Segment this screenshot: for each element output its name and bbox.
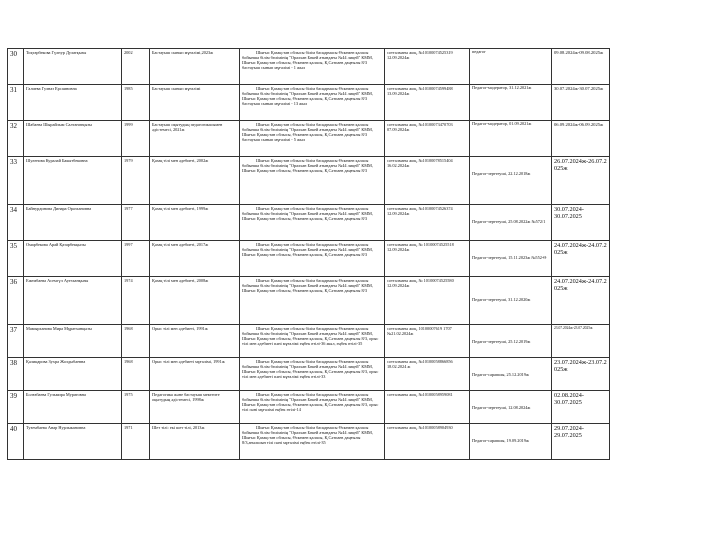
table-row [8, 85, 610, 121]
qualification-text: Педагог-зерттеуші, 22.12.2018ж [472, 171, 531, 176]
criminal-record-cell: сотталмағы жоқ, №10100058959081 [385, 391, 470, 424]
qualification-cell [470, 358, 552, 391]
staff-table [7, 48, 610, 460]
workplace-cell: Шығыс Қазақстан облысы білім басқармасы Өскемен қаласы бойынша білім бөлімінің "Оралхан Бөкей атындағы №44 лицей" КММ, Шығыс Қазақстан облысы, Өскемен қаласы, Қ.Сәтпаев даңғылы 8/3, орыс тілі мен әдебиеті пәні мұғалімі еңбек өтілі-33 [240, 358, 385, 391]
validity-period-cell: 24.07.2024ж-24.07.2025ж [552, 277, 610, 325]
qualification-text: Педагог-сарапшы, 19.09.2019ж [472, 438, 529, 443]
teacher-name-cell: Омарбекова Арай Қазарбекқызы [24, 241, 122, 277]
validity-period-cell: 30.07.2024ж-30.07.2025ж [552, 85, 610, 121]
qualification-text: Педагог-зерттеуші, 15.11.2023ж №552-Ө [472, 255, 547, 260]
criminal-record-cell: сотталмағы жоқ, №10100074525319 12.09.2024ж [385, 49, 470, 85]
teacher-name-cell: Шабаева Шырайлым Салтанатқызы [24, 121, 122, 157]
validity-period-cell: 29.07.2024-29.07.2025 [552, 424, 610, 460]
teacher-name-cell: Ежембаева Асемгүл Ауезханқызы [24, 277, 122, 325]
teacher-name-cell: Мамырханова Мира Мұратханқызы [24, 325, 122, 358]
birth-year-cell: 1985 [122, 85, 150, 121]
workplace-cell: Шығыс Қазақстан облысы білім басқармасы Өскемен қаласы бойынша білім бөлімінің "Оралхан Бөкей атындағы №44 лицей" КММ, Шығыс Қазақстан облысы, Өскемен қаласы, Қ.Сәтпаев даңғылы 8/3 [240, 157, 385, 205]
qualification-cell [470, 85, 552, 121]
table-row [8, 391, 610, 424]
row-number-cell: 33 [8, 157, 24, 205]
row-number-cell: 35 [8, 241, 24, 277]
education-cell: Бастауыш сынып мұғалімі [150, 85, 240, 121]
education-cell: Қазақ тілі мен әдебиеті, 1999ж [150, 205, 240, 241]
workplace-cell: Шығыс Қазақстан облысы білім басқармасы Өскемен қаласы бойынша білім бөлімінің "Оралхан Бөкей атындағы №44 лицей" КММ, Шығыс Қазақстан облысы, Өскемен қаласы, Қ.Сәтпаев даңғылы 8/3 [240, 241, 385, 277]
validity-period-cell: 02.08.2024-30.07.2025 [552, 391, 610, 424]
teacher-name-cell: Байнурдинова Динара Оразхановна [24, 205, 122, 241]
validity-period-cell: 06.09.2024ж-06.09.2025ж [552, 121, 610, 157]
qualification-cell [470, 241, 552, 277]
birth-year-cell: 1975 [122, 391, 150, 424]
validity-period-cell: 24.07.2024ж-24.07.2025ж [552, 241, 610, 277]
table-row [8, 358, 610, 391]
workplace-cell: Шығыс Қазақстан облысы білім басқармасы Өскемен қаласы бойынша білім бөлімінің "Оралхан Бөкей атындағы №44 лицей" КММ, Шығыс Қазақстан облысы, Өскемен қаласы, Қ.Сәтпаев даңғылы 8/3,ағылшын тілі пәні мұғалімі еңбек өтілі-35 [240, 424, 385, 460]
row-number-cell: 34 [8, 205, 24, 241]
criminal-record-cell: сотталмағы жоқ, №10100074599488 13.09.2024ж [385, 85, 470, 121]
table-row [8, 121, 610, 157]
qualification-text: Педагог-зерттеуші, 25.08.2022ж №572/1 [472, 219, 546, 224]
qualification-cell [470, 325, 552, 358]
criminal-record-cell: сотталмағы жоқ, №10100073470703 07.09.2024ж [385, 121, 470, 157]
row-number-cell: 37 [8, 325, 24, 358]
table-row [8, 241, 610, 277]
qualification-text: Педагог-сарапшы, 25.12.2019ж [472, 372, 529, 377]
teacher-name-cell: Болғабаева Гульмира Муратовна [24, 391, 122, 424]
criminal-record-cell: сотталмағы жоқ, 10100007619 1707 №21.02.2024ж [385, 325, 470, 358]
qualification-text: педагог [472, 49, 486, 54]
teacher-name-cell: Шуленова Куралай Бакытбековна [24, 157, 122, 205]
birth-year-cell: 1968 [122, 325, 150, 358]
row-number-cell: 31 [8, 85, 24, 121]
education-cell: Бастауыш оқытудың педагогикасымен әдістемесі, 2021ж [150, 121, 240, 157]
qualification-text: Педагог-модератор, 01.09.2021ж [472, 121, 532, 126]
qualification-cell [470, 157, 552, 205]
workplace-cell: Шығыс Қазақстан облысы білім басқармасы Өскемен қаласы бойынша білім бөлімінің "Оралхан Бөкей атындағы №44 лицей" КММ, Шығыс Қазақстан облысы, Өскемен қаласы, Қ.Сәтпаев даңғылы 8/3 бастауыш сынып мұғалімі - 1 жыл [240, 49, 385, 85]
qualification-cell [470, 205, 552, 241]
row-number-cell: 36 [8, 277, 24, 325]
qualification-text: Педагог-зерттеуші, 31.12.2020ж [472, 297, 531, 302]
education-cell: Орыс тілі мен әдебиеті мұғалімі, 1991ж [150, 358, 240, 391]
birth-year-cell: 2002 [122, 49, 150, 85]
row-number-cell: 39 [8, 391, 24, 424]
education-cell: Қазақ тілі мен әдебиеті, 2002ж [150, 157, 240, 205]
qualification-text: Педагог-модератор, 31.12.2021ж [472, 85, 532, 90]
birth-year-cell: 1968 [122, 358, 150, 391]
table-row [8, 325, 610, 358]
row-number-cell: 30 [8, 49, 24, 85]
table-row [8, 157, 610, 205]
teacher-name-cell: Тузембаева Анар Нурлыкановна [24, 424, 122, 460]
row-number-cell: 38 [8, 358, 24, 391]
row-number-cell: 32 [8, 121, 24, 157]
validity-period-cell: 09.08.2024ж-09.08.2025ж [552, 49, 610, 85]
row-number-cell: 40 [8, 424, 24, 460]
education-cell: Қазақ тілі мен әдебиеті, 2008ж [150, 277, 240, 325]
education-cell: Бастауыш сынып мұғалімі,2023ж [150, 49, 240, 85]
workplace-cell: Шығыс Қазақстан облысы білім басқармасы Өскемен қаласы бойынша білім бөлімінің "Оралхан Бөкей атындағы №44 лицей" КММ, Шығыс Қазақстан облысы, Өскемен қаласы, Қ.Сәтпаев даңғылы 8/3 бастауыш сынып мұғалімі - 13 жыл [240, 85, 385, 121]
table-row [8, 277, 610, 325]
table-row [8, 424, 610, 460]
criminal-record-cell: сотталмағы жоқ, № 10100074525580 12.09.2024ж [385, 277, 470, 325]
criminal-record-cell: сотталмағы жоқ, №10100074526374 12.09.2024ж [385, 205, 470, 241]
validity-period-cell: 26.07.2024ж-26.07.2025ж [552, 157, 610, 205]
workplace-cell: Шығыс Қазақстан облысы білім басқармасы Өскемен қаласы бойынша білім бөлімінің "Оралхан Бөкей атындағы №44 лицей" КММ, Шығыс Қазақстан облысы, Өскемен қаласы, Қ.Сәтпаев даңғылы 8/3 бастауыш сынып мұғалімі - 5 жыл [240, 121, 385, 157]
workplace-cell: Шығыс Қазақстан облысы білім басқармасы Өскемен қаласы бойынша білім бөлімінің "Оралхан Бөкей атындағы №44 лицей" КММ, Шығыс Қазақстан облысы, Өскемен қаласы, Қ.Сәтпаев даңғылы 8/3 [240, 277, 385, 325]
validity-period-cell: 30.07.2024-30.07.2025 [552, 205, 610, 241]
validity-period-cell: 23.07.2024ж-23.07.2025ж [552, 325, 610, 358]
workplace-cell: Шығыс Қазақстан облысы білім басқармасы Өскемен қаласы бойынша білім бөлімінің "Оралхан Бөкей атындағы №44 лицей" КММ, Шығыс Қазақстан облысы, Өскемен қаласы, Қ.Сәтпаев даңғылы 8/3 [240, 205, 385, 241]
qualification-text: Педагог-зерттеуші, 12.08.2024ж [472, 405, 531, 410]
birth-year-cell: 1971 [122, 424, 150, 460]
birth-year-cell: 1977 [122, 205, 150, 241]
table-row [8, 49, 610, 85]
birth-year-cell: 1974 [122, 277, 150, 325]
table-row [8, 205, 610, 241]
birth-year-cell: 1997 [122, 241, 150, 277]
teacher-name-cell: Галиева Гулназ Ерсаиновна [24, 85, 122, 121]
criminal-record-cell: сотталмағы жоқ, №10100078515404 16.02.2024ж [385, 157, 470, 205]
qualification-cell [470, 121, 552, 157]
qualification-cell [470, 391, 552, 424]
criminal-record-cell: сотталмағы жоқ, №10100058866856 18.02.2024 ж [385, 358, 470, 391]
workplace-cell: Шығыс Қазақстан облысы білім басқармасы Өскемен қаласы бойынша білім бөлімінің "Оралхан Бөкей атындағы №44 лицей" КММ, Шығыс Қазақстан облысы, Өскемен қаласы, Қ.Сәтпаев даңғылы 8/3, орыс тілі пәні мұғалімі еңбек өтілі-14 [240, 391, 385, 424]
criminal-record-cell: сотталмағы жоқ, № 10100074525518 12.09.2024ж [385, 241, 470, 277]
teacher-name-cell: Қалиқарова Зухра Жолдыбаевна [24, 358, 122, 391]
workplace-cell: Шығыс Қазақстан облысы білім басқармасы Өскемен қаласы бойынша білім бөлімінің "Оралхан Бөкей атындағы №44 лицей" КММ, Шығыс Қазақстан облысы, Өскемен қаласы, Қ.Сәтпаев даңғылы 8/3, орыс тілі мен әдебиеті пәні мұғалімі еңбек өтілі-36 жыл, еңбек өтілі-35 [240, 325, 385, 358]
qualification-cell [470, 424, 552, 460]
education-cell: Қазақ тілі мен әдебиеті, 2017ж [150, 241, 240, 277]
education-cell: Шет тілі: екі шет тілі, 2013ж [150, 424, 240, 460]
education-cell: Педагогика және бастауыш мектепте оқытудың әдістемесі, 1998ж [150, 391, 240, 424]
criminal-record-cell: сотталмағы жоқ, №10100058904930 [385, 424, 470, 460]
qualification-cell [470, 277, 552, 325]
birth-year-cell: 1999 [122, 121, 150, 157]
teacher-name-cell: Тоқтарбекова Гүлнур Дулатқызы [24, 49, 122, 85]
validity-period-cell: 23.07.2024ж-23.07.2025ж [552, 358, 610, 391]
qualification-cell [470, 49, 552, 85]
education-cell: Орыс тілі мен әдебиеті, 1991ж [150, 325, 240, 358]
birth-year-cell: 1979 [122, 157, 150, 205]
qualification-text: Педагог-зерттеуші, 25.12.2019ж [472, 339, 531, 344]
